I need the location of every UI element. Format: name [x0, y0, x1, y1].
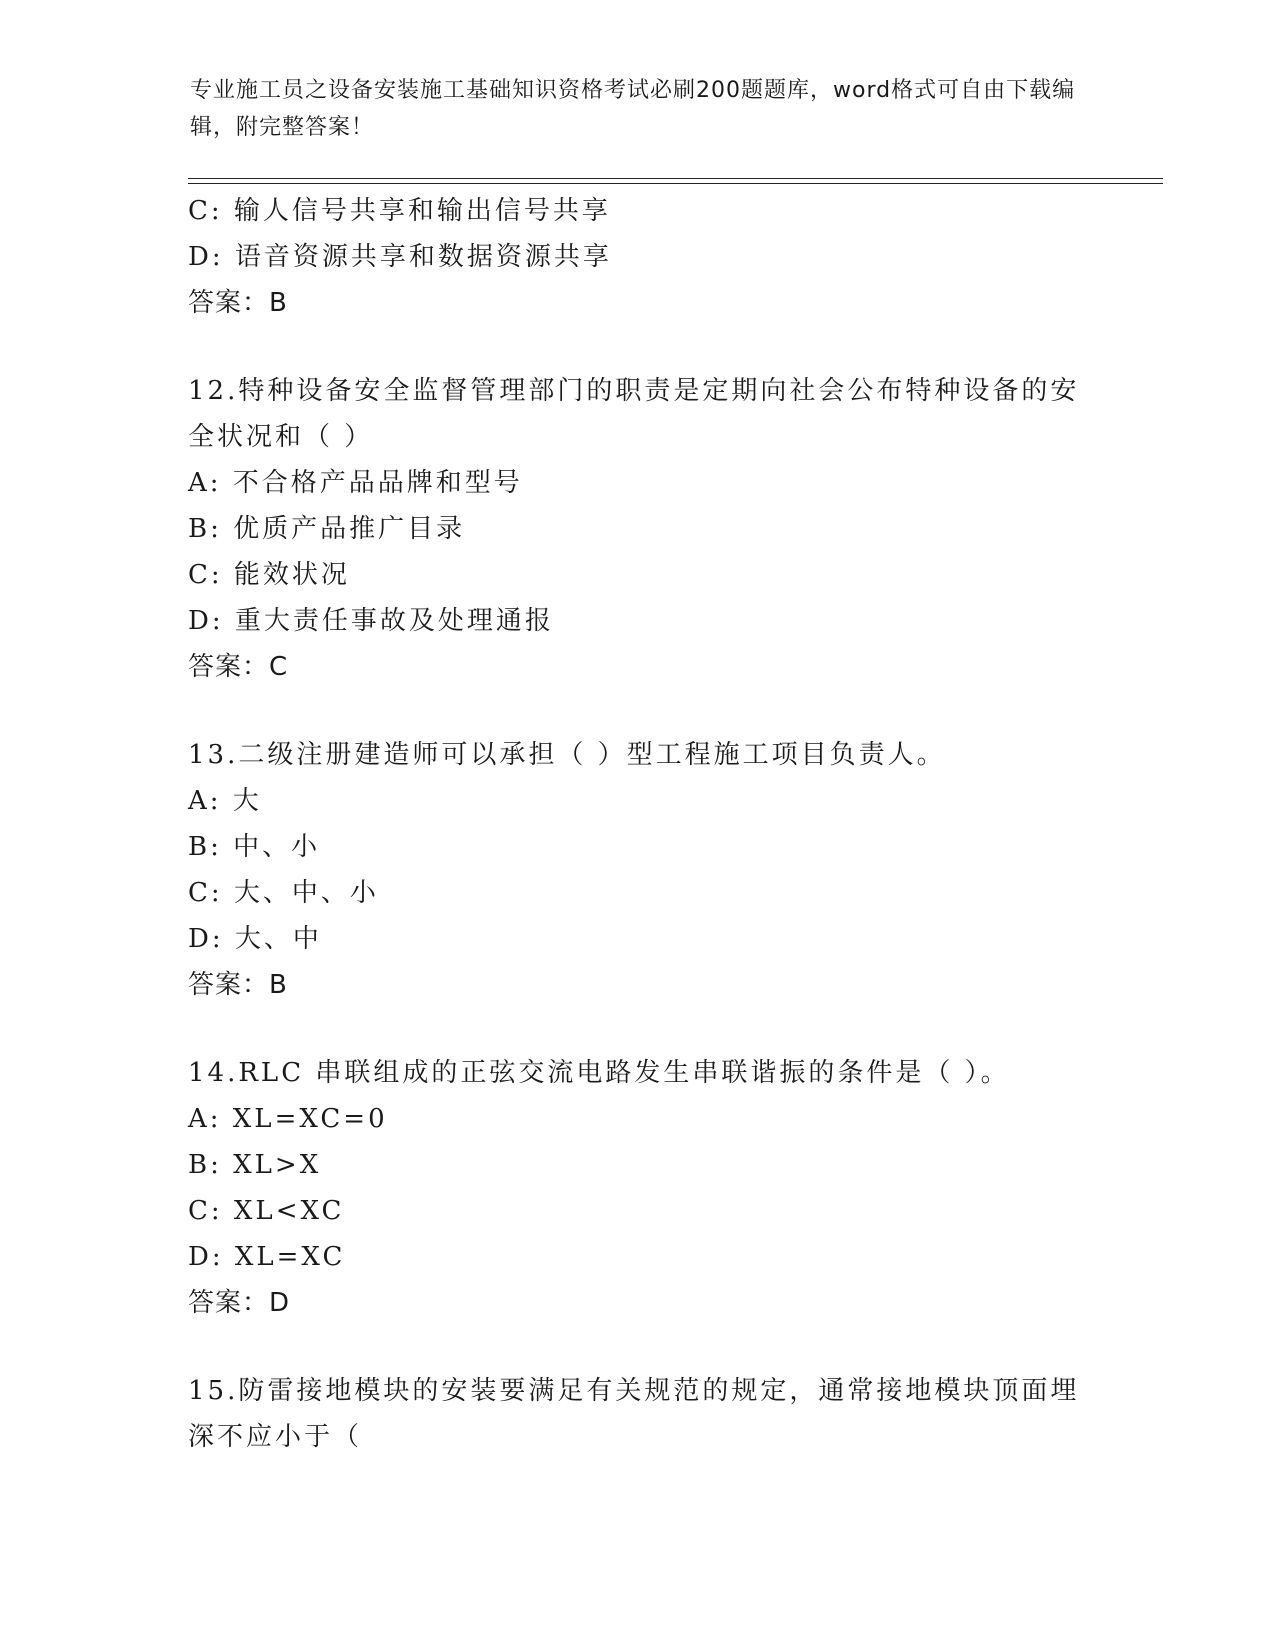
answer-line: 答案：B — [188, 288, 288, 318]
option-c: C: 输人信号共享和输出信号共享 — [188, 196, 611, 226]
answer-line: 答案：D — [188, 1288, 291, 1318]
option-c: C: 大、中、小 — [188, 878, 379, 908]
question-stem: 14.RLC 串联组成的正弦交流电路发生串联谐振的条件是（ ）。 — [188, 1058, 1010, 1088]
question-13 — [188, 732, 1088, 1008]
header-divider — [188, 178, 1163, 184]
question-stem: 12.特种设备安全监督管理部门的职责是定期向社会公布特种设备的安全状况和（ ） — [188, 376, 1080, 452]
answer-line: 答案：C — [188, 652, 289, 682]
question-stem: 13.二级注册建造师可以承担（ ）型工程施工项目负责人。 — [188, 740, 946, 770]
option-b: B: 优质产品推广目录 — [188, 514, 466, 544]
option-c: C: XL<XC — [188, 1196, 345, 1226]
option-a: A: 不合格产品品牌和型号 — [188, 468, 523, 498]
option-b: B: 中、小 — [188, 832, 321, 862]
option-d: D: XL=XC — [188, 1242, 346, 1272]
question-12 — [188, 368, 1088, 690]
question-stem: 15.防雷接地模块的安装要满足有关规范的规定，通常接地模块顶面埋深不应小于（ — [188, 1376, 1080, 1452]
question-fragment — [188, 188, 1088, 326]
option-a: A: 大 — [188, 786, 262, 816]
option-c: C: 能效状况 — [188, 560, 350, 590]
option-b: B: XL>X — [188, 1150, 322, 1180]
option-d: D: 大、中 — [188, 924, 322, 954]
option-d: D: 重大责任事故及处理通报 — [188, 606, 554, 636]
question-14 — [188, 1050, 1088, 1326]
question-15 — [188, 1368, 1088, 1460]
document-header: 专业施工员之设备安装施工基础知识资格考试必刷200题题库，word格式可自由下载编辑，附完整答案！ — [190, 78, 1076, 140]
answer-line: 答案：B — [188, 970, 288, 1000]
option-d: D: 语音资源共享和数据资源共享 — [188, 242, 612, 272]
option-a: A: XL=XC=0 — [188, 1104, 388, 1134]
document-body — [188, 188, 1088, 1460]
